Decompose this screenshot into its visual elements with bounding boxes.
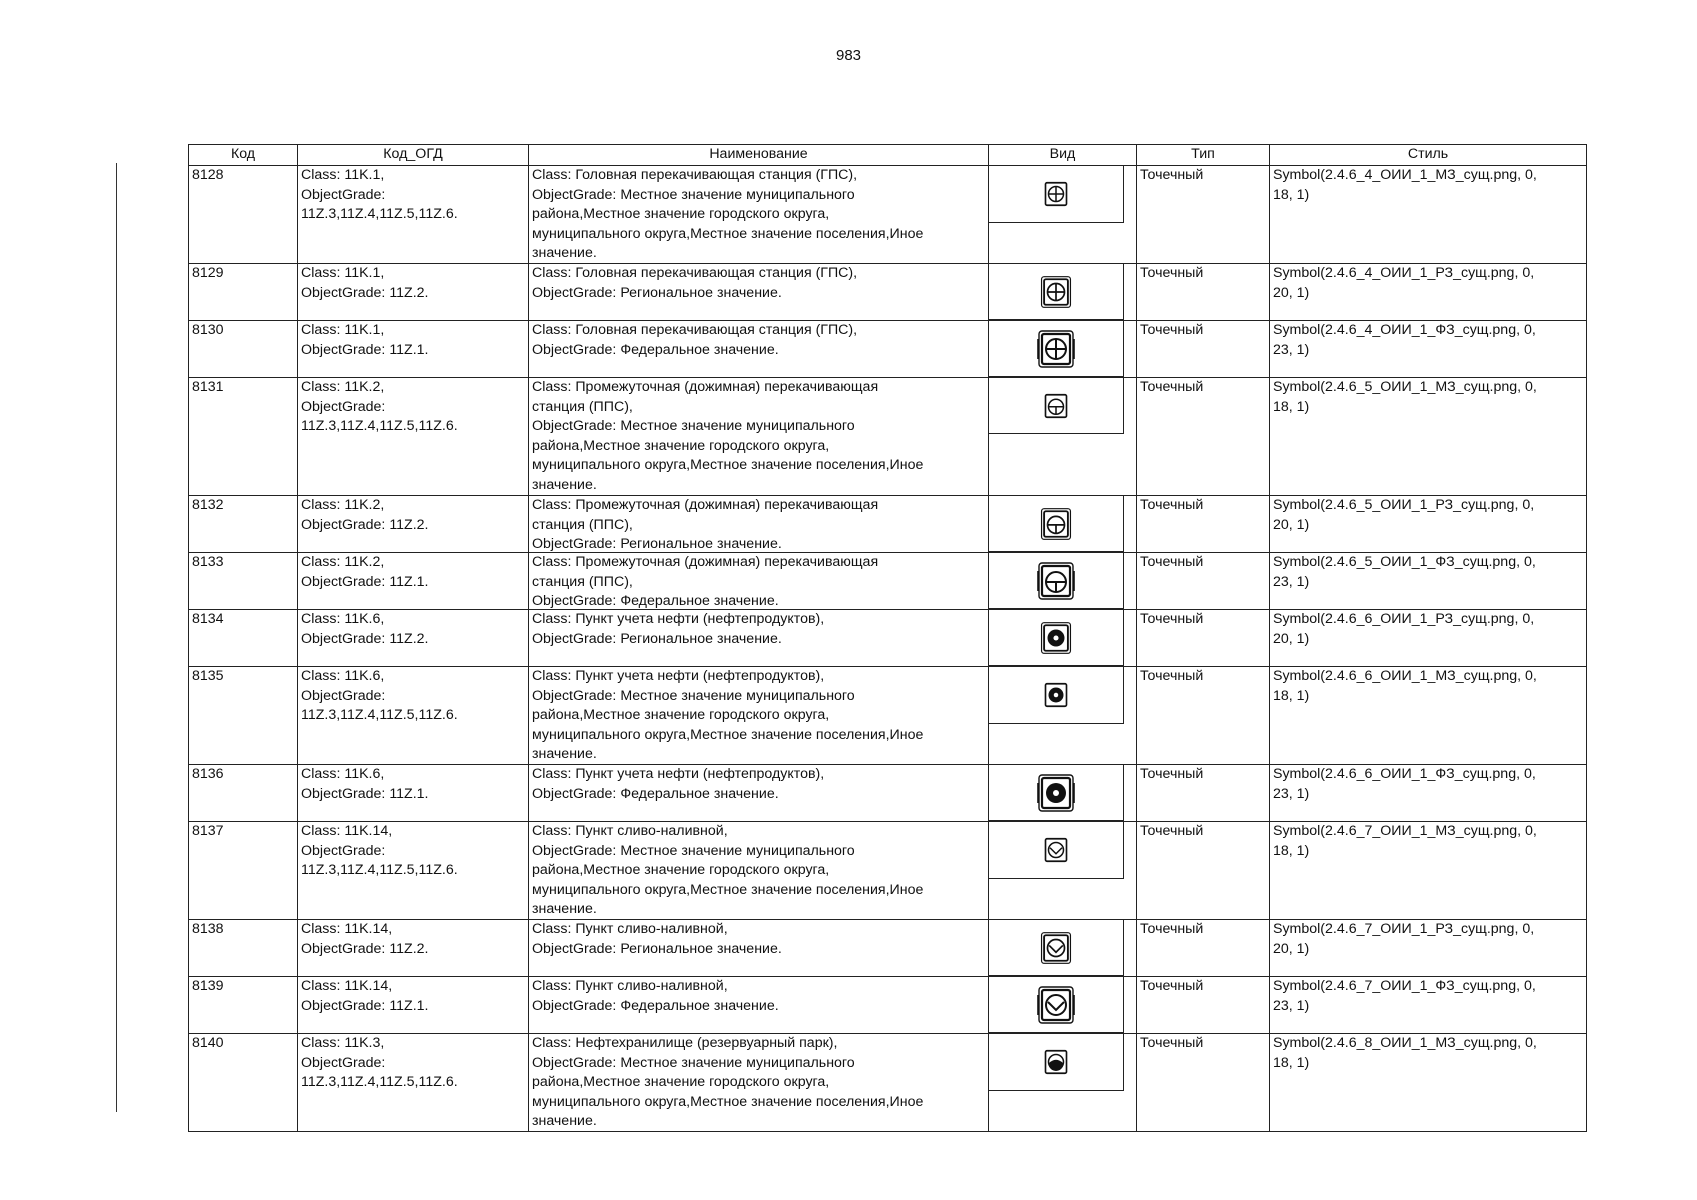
style-cell	[1270, 920, 1587, 977]
view-cell	[989, 166, 1137, 264]
code-ogd-cell	[298, 610, 529, 667]
margin-line	[116, 163, 117, 1112]
loading-point-federal-icon	[1036, 985, 1076, 1025]
type-cell	[1137, 765, 1270, 822]
style-cell-text: Symbol(2.4.6_6_ОИИ_1_РЗ_сущ.png, 0, 20, 1)	[1273, 611, 1535, 647]
symbol-frame	[989, 667, 1124, 724]
name-cell	[529, 822, 989, 920]
gps-federal-icon	[1036, 329, 1076, 369]
type-cell-text: Точечный	[1140, 921, 1204, 937]
header-type: Тип	[1137, 145, 1270, 166]
name-cell	[529, 553, 989, 610]
name-cell-text: Class: Промежуточная (дожимная) перекачивающая станция (ППС), ObjectGrade: Местное значение муниципального района,Местное значение городского округа, муниципального округа,Местное значение поселения,Иное значение.	[532, 379, 924, 493]
view-cell	[989, 264, 1137, 321]
code-cell	[189, 496, 298, 553]
table-row	[189, 977, 1587, 1034]
type-cell-text: Точечный	[1140, 322, 1204, 338]
style-cell	[1270, 321, 1587, 378]
code-ogd-cell	[298, 1034, 529, 1132]
code-ogd-cell-text: Class: 11K.1, ObjectGrade: 11Z.1.	[301, 322, 429, 358]
type-cell-text: Точечный	[1140, 1035, 1204, 1051]
name-cell	[529, 378, 989, 496]
symbol-frame	[989, 977, 1124, 1033]
style-cell-text: Symbol(2.4.6_4_ОИИ_1_ФЗ_сущ.png, 0, 23, 1)	[1273, 322, 1536, 358]
oil-storage-local-icon	[1041, 1047, 1071, 1077]
view-cell	[989, 553, 1137, 610]
style-cell	[1270, 667, 1587, 765]
name-cell	[529, 264, 989, 321]
table-row	[189, 822, 1587, 920]
type-cell-text: Точечный	[1140, 265, 1204, 281]
style-cell-text: Symbol(2.4.6_5_ОИИ_1_МЗ_сущ.png, 0, 18, 1)	[1273, 379, 1537, 415]
name-cell-text: Class: Головная перекачивающая станция (ГПС), ObjectGrade: Региональное значение.	[532, 265, 858, 301]
code-cell-text: 8130	[192, 322, 224, 338]
code-cell-text: 8128	[192, 167, 224, 183]
page-number: 983	[835, 47, 862, 64]
code-ogd-cell-text: Class: 11K.6, ObjectGrade: 11Z.1.	[301, 766, 429, 802]
name-cell	[529, 1034, 989, 1132]
table-row	[189, 553, 1587, 610]
code-ogd-cell-text: Class: 11K.14, ObjectGrade: 11Z.3,11Z.4,11Z.5,11Z.6.	[301, 823, 458, 879]
type-cell-text: Точечный	[1140, 668, 1204, 684]
code-ogd-cell	[298, 977, 529, 1034]
view-cell	[989, 765, 1137, 822]
type-cell-text: Точечный	[1140, 167, 1204, 183]
name-cell	[529, 977, 989, 1034]
code-cell-text: 8140	[192, 1035, 224, 1051]
type-cell	[1137, 496, 1270, 553]
code-cell	[189, 920, 298, 977]
type-cell	[1137, 321, 1270, 378]
symbol-frame	[989, 378, 1124, 434]
symbol-frame	[989, 765, 1124, 821]
code-cell	[189, 610, 298, 667]
gps-local-icon	[1041, 179, 1071, 209]
header-code-ogd: Код_ОГД	[298, 145, 529, 166]
oil-metering-regional-icon	[1039, 621, 1073, 655]
code-cell	[189, 321, 298, 378]
table-row	[189, 765, 1587, 822]
symbol-frame	[989, 321, 1124, 377]
code-cell-text: 8134	[192, 611, 224, 627]
style-cell-text: Symbol(2.4.6_7_ОИИ_1_ФЗ_сущ.png, 0, 23, 1)	[1273, 978, 1536, 1014]
code-ogd-cell-text: Class: 11K.2, ObjectGrade: 11Z.1.	[301, 554, 429, 590]
loading-point-regional-icon	[1039, 931, 1073, 965]
code-ogd-cell-text: Class: 11K.1, ObjectGrade: 11Z.2.	[301, 265, 429, 301]
type-cell-text: Точечный	[1140, 497, 1204, 513]
style-cell	[1270, 496, 1587, 553]
style-cell	[1270, 977, 1587, 1034]
oil-metering-federal-icon	[1036, 773, 1076, 813]
pps-regional-icon	[1039, 507, 1073, 541]
style-cell-text: Symbol(2.4.6_7_ОИИ_1_РЗ_сущ.png, 0, 20, 1)	[1273, 921, 1535, 957]
view-cell	[989, 977, 1137, 1034]
code-ogd-cell	[298, 496, 529, 553]
table-row	[189, 920, 1587, 977]
name-cell-text: Class: Промежуточная (дожимная) перекачивающая станция (ППС), ObjectGrade: Федеральное значение.	[532, 554, 879, 610]
code-ogd-cell-text: Class: 11K.6, ObjectGrade: 11Z.3,11Z.4,11Z.5,11Z.6.	[301, 668, 458, 724]
table-row	[189, 610, 1587, 667]
header-style: Стиль	[1270, 145, 1587, 166]
name-cell-text: Class: Пункт учета нефти (нефтепродуктов), ObjectGrade: Местное значение муниципального района,Местное значение городского округа, муниципального округа,Местное значение поселения,Иное значение.	[532, 668, 924, 763]
style-cell	[1270, 378, 1587, 496]
code-cell	[189, 166, 298, 264]
type-cell	[1137, 920, 1270, 977]
view-cell	[989, 496, 1137, 553]
type-cell-text: Точечный	[1140, 554, 1204, 570]
code-ogd-cell-text: Class: 11K.1, ObjectGrade: 11Z.3,11Z.4,11Z.5,11Z.6.	[301, 167, 458, 223]
name-cell-text: Class: Пункт сливо-наливной, ObjectGrade: Федеральное значение.	[532, 978, 779, 1014]
style-cell-text: Symbol(2.4.6_6_ОИИ_1_МЗ_сущ.png, 0, 18, 1)	[1273, 668, 1537, 704]
code-ogd-cell-text: Class: 11K.14, ObjectGrade: 11Z.2.	[301, 921, 429, 957]
code-cell-text: 8137	[192, 823, 224, 839]
type-cell	[1137, 166, 1270, 264]
name-cell-text: Class: Пункт сливо-наливной, ObjectGrade: Региональное значение.	[532, 921, 782, 957]
gps-regional-icon	[1039, 275, 1073, 309]
code-ogd-cell-text: Class: 11K.2, ObjectGrade: 11Z.2.	[301, 497, 429, 533]
header-name: Наименование	[529, 145, 989, 166]
style-cell	[1270, 610, 1587, 667]
style-cell-text: Symbol(2.4.6_5_ОИИ_1_РЗ_сущ.png, 0, 20, 1)	[1273, 497, 1535, 533]
style-cell	[1270, 1034, 1587, 1132]
name-cell-text: Class: Нефтехранилище (резервуарный парк), ObjectGrade: Местное значение муниципального района,Местное значение городского округа, муниципального округа,Местное значение поселения,Иное значение.	[532, 1035, 924, 1130]
symbol-frame	[989, 264, 1124, 320]
type-cell	[1137, 553, 1270, 610]
name-cell	[529, 765, 989, 822]
style-cell	[1270, 553, 1587, 610]
header-code: Код	[189, 145, 298, 166]
name-cell	[529, 496, 989, 553]
code-ogd-cell	[298, 166, 529, 264]
view-cell	[989, 822, 1137, 920]
code-ogd-cell	[298, 822, 529, 920]
style-cell	[1270, 822, 1587, 920]
name-cell-text: Class: Головная перекачивающая станция (ГПС), ObjectGrade: Федеральное значение.	[532, 322, 858, 358]
view-cell	[989, 1034, 1137, 1132]
code-cell	[189, 765, 298, 822]
code-cell-text: 8131	[192, 379, 224, 395]
type-cell	[1137, 822, 1270, 920]
code-ogd-cell	[298, 553, 529, 610]
code-cell	[189, 378, 298, 496]
code-cell-text: 8136	[192, 766, 224, 782]
symbol-frame	[989, 610, 1124, 666]
code-cell	[189, 977, 298, 1034]
style-cell	[1270, 166, 1587, 264]
name-cell-text: Class: Пункт учета нефти (нефтепродуктов), ObjectGrade: Федеральное значение.	[532, 766, 825, 802]
type-cell	[1137, 264, 1270, 321]
type-cell	[1137, 610, 1270, 667]
code-ogd-cell	[298, 378, 529, 496]
code-ogd-cell	[298, 264, 529, 321]
header-view: Вид	[989, 145, 1137, 166]
code-cell	[189, 264, 298, 321]
code-cell-text: 8139	[192, 978, 224, 994]
style-cell	[1270, 765, 1587, 822]
oil-metering-local-icon	[1041, 680, 1071, 710]
type-cell-text: Точечный	[1140, 379, 1204, 395]
code-ogd-cell-text: Class: 11K.14, ObjectGrade: 11Z.1.	[301, 978, 429, 1014]
view-cell	[989, 321, 1137, 378]
type-cell	[1137, 1034, 1270, 1132]
code-ogd-cell	[298, 321, 529, 378]
style-cell-text: Symbol(2.4.6_4_ОИИ_1_РЗ_сущ.png, 0, 20, 1)	[1273, 265, 1535, 301]
symbol-frame	[989, 822, 1124, 879]
view-cell	[989, 610, 1137, 667]
pps-local-icon	[1041, 391, 1071, 421]
table-header-row	[189, 145, 1587, 166]
table-row	[189, 264, 1587, 321]
name-cell	[529, 667, 989, 765]
name-cell-text: Class: Пункт учета нефти (нефтепродуктов), ObjectGrade: Региональное значение.	[532, 611, 825, 647]
table-row	[189, 378, 1587, 496]
type-cell-text: Точечный	[1140, 823, 1204, 839]
code-cell-text: 8133	[192, 554, 224, 570]
style-cell-text: Symbol(2.4.6_6_ОИИ_1_ФЗ_сущ.png, 0, 23, 1)	[1273, 766, 1536, 802]
name-cell	[529, 610, 989, 667]
symbol-frame	[989, 920, 1124, 976]
style-cell-text: Symbol(2.4.6_4_ОИИ_1_МЗ_сущ.png, 0, 18, 1)	[1273, 167, 1537, 203]
code-ogd-cell	[298, 765, 529, 822]
table-row	[189, 321, 1587, 378]
table-row	[189, 1034, 1587, 1132]
view-cell	[989, 378, 1137, 496]
style-cell-text: Symbol(2.4.6_5_ОИИ_1_ФЗ_сущ.png, 0, 23, 1)	[1273, 554, 1536, 590]
view-cell	[989, 667, 1137, 765]
name-cell	[529, 321, 989, 378]
code-ogd-cell-text: Class: 11K.6, ObjectGrade: 11Z.2.	[301, 611, 429, 647]
type-cell	[1137, 977, 1270, 1034]
table-row	[189, 166, 1587, 264]
symbol-frame	[989, 1034, 1124, 1091]
code-cell	[189, 1034, 298, 1132]
name-cell-text: Class: Пункт сливо-наливной, ObjectGrade: Местное значение муниципального района,Местное значение городского округа, муниципального округа,Местное значение поселения,Иное значение.	[532, 823, 924, 918]
name-cell-text: Class: Головная перекачивающая станция (ГПС), ObjectGrade: Местное значение муниципального района,Местное значение городского округа, муниципального округа,Местное значение поселения,Иное значение.	[532, 167, 924, 262]
symbol-frame	[989, 166, 1124, 223]
code-ogd-cell-text: Class: 11K.2, ObjectGrade: 11Z.3,11Z.4,11Z.5,11Z.6.	[301, 379, 458, 435]
code-cell	[189, 667, 298, 765]
style-cell-text: Symbol(2.4.6_7_ОИИ_1_МЗ_сущ.png, 0, 18, 1)	[1273, 823, 1537, 859]
symbol-frame	[989, 553, 1124, 609]
name-cell-text: Class: Промежуточная (дожимная) перекачивающая станция (ППС), ObjectGrade: Региональное значение.	[532, 497, 879, 553]
code-ogd-cell-text: Class: 11K.3, ObjectGrade: 11Z.3,11Z.4,11Z.5,11Z.6.	[301, 1035, 458, 1091]
code-cell-text: 8138	[192, 921, 224, 937]
code-ogd-cell	[298, 667, 529, 765]
loading-point-local-icon	[1041, 835, 1071, 865]
type-cell	[1137, 667, 1270, 765]
pps-federal-icon	[1036, 561, 1076, 601]
symbol-frame	[989, 496, 1124, 552]
code-cell-text: 8129	[192, 265, 224, 281]
code-cell-text: 8135	[192, 668, 224, 684]
symbol-table	[188, 144, 1587, 1132]
type-cell	[1137, 378, 1270, 496]
code-cell	[189, 822, 298, 920]
style-cell	[1270, 264, 1587, 321]
table-row	[189, 667, 1587, 765]
code-cell-text: 8132	[192, 497, 224, 513]
style-cell-text: Symbol(2.4.6_8_ОИИ_1_МЗ_сущ.png, 0, 18, 1)	[1273, 1035, 1537, 1071]
view-cell	[989, 920, 1137, 977]
table-row	[189, 496, 1587, 553]
code-cell	[189, 553, 298, 610]
code-ogd-cell	[298, 920, 529, 977]
type-cell-text: Точечный	[1140, 978, 1204, 994]
name-cell	[529, 920, 989, 977]
type-cell-text: Точечный	[1140, 611, 1204, 627]
name-cell	[529, 166, 989, 264]
type-cell-text: Точечный	[1140, 766, 1204, 782]
